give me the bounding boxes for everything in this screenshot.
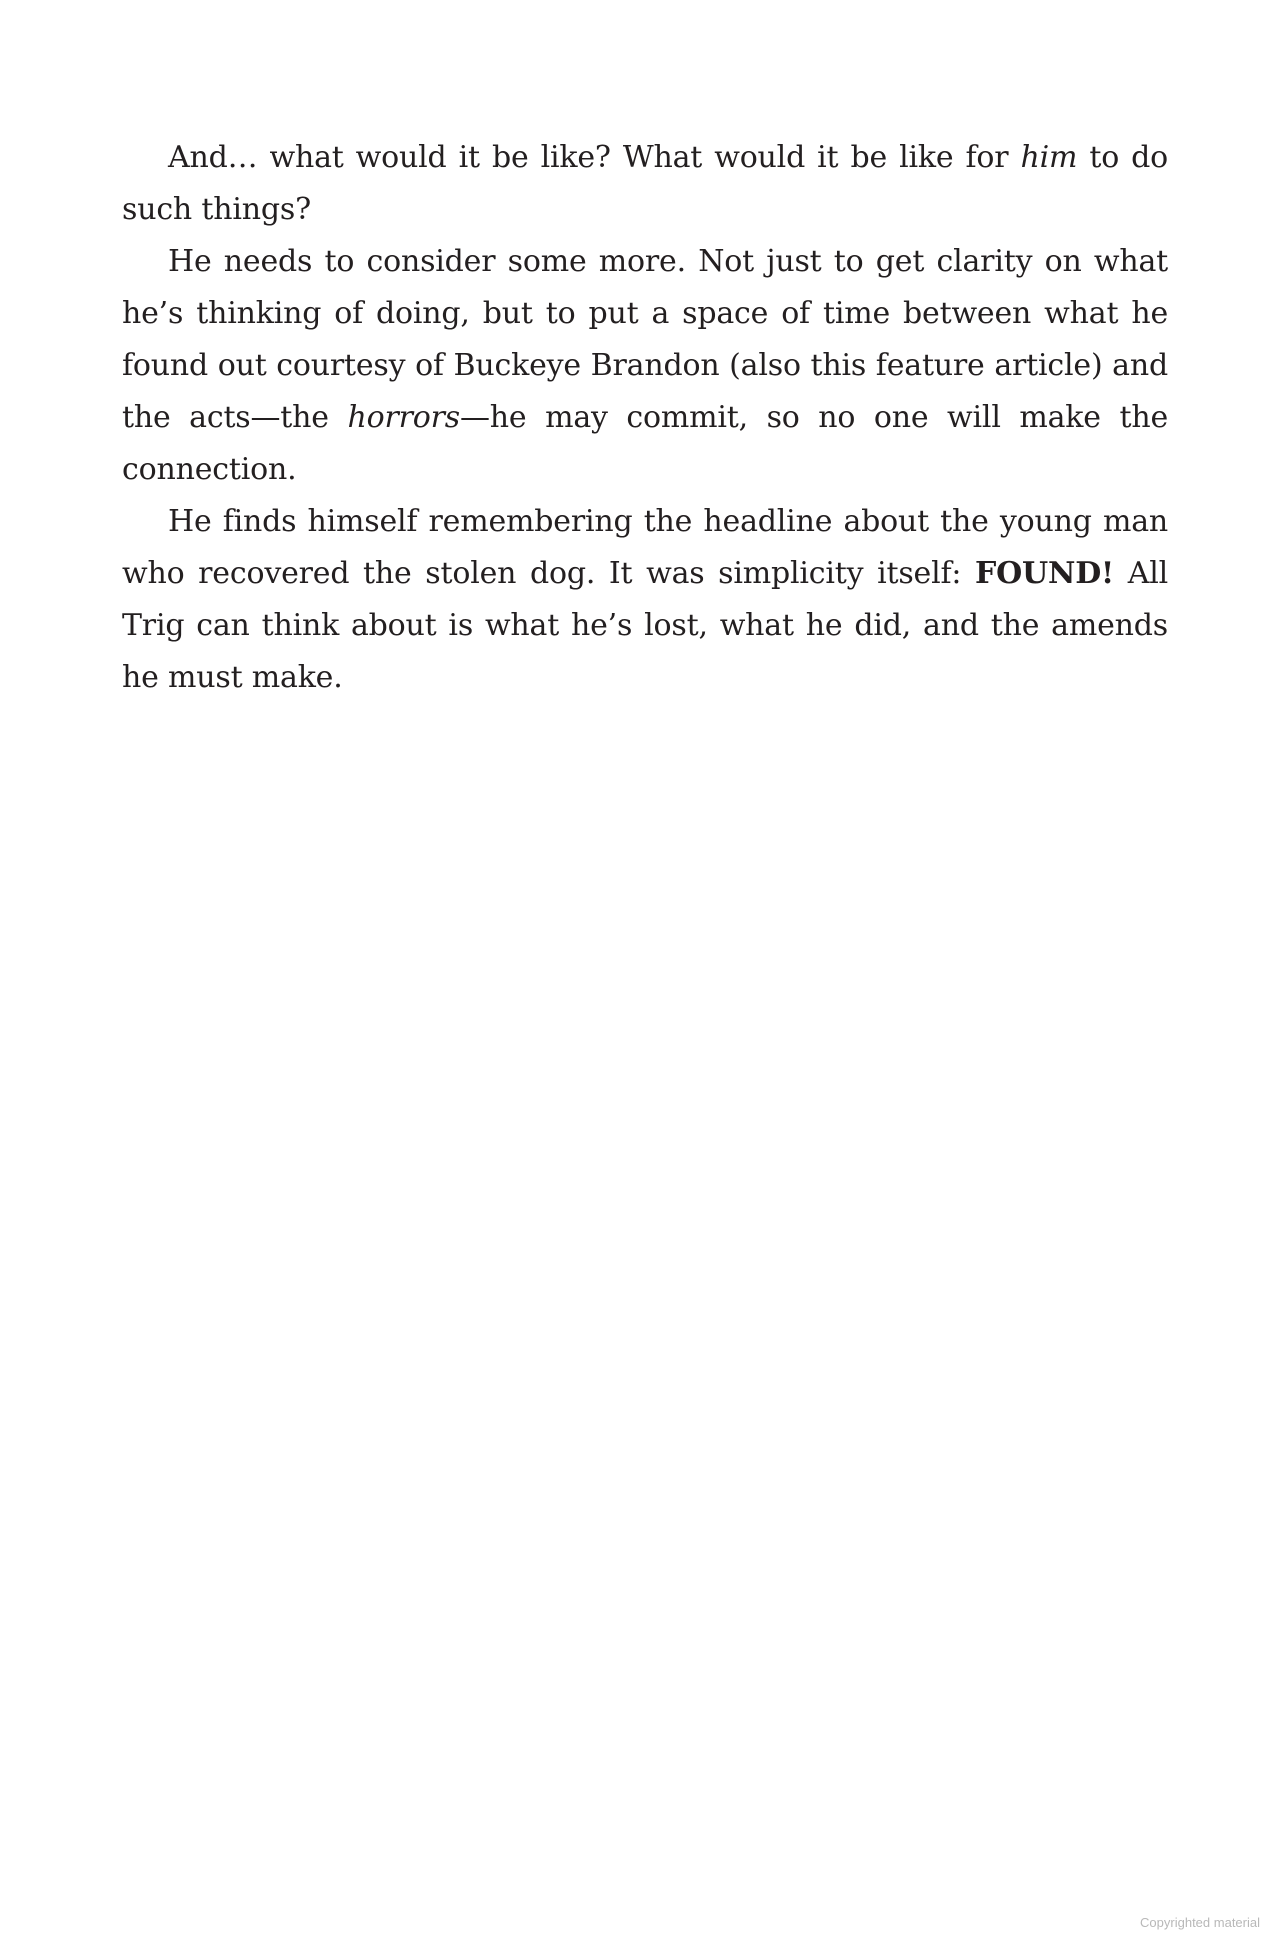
paragraph-2 — [122, 236, 1168, 496]
paragraph-3-text: He finds himself remembering the headline about the young man who recovered the stolen dog. It was simplicity itself: — [122, 504, 1168, 591]
emphasis-him: him — [1020, 140, 1078, 175]
paragraph-1 — [122, 132, 1168, 236]
paragraph-2-text-end: —he may commit, so no one will make the connection. — [122, 400, 1168, 487]
paragraph-3 — [122, 496, 1168, 704]
emphasis-horrors: horrors — [347, 400, 460, 435]
paragraph-1-text: And… what would it be like? What would it be like for — [168, 140, 1021, 175]
headline-found: FOUND! — [975, 556, 1115, 591]
copyright-watermark: Copyrighted material — [1140, 1915, 1260, 1930]
paragraph-1-text-end: to do such things? — [122, 140, 1168, 227]
paragraph-2-text: He needs to consider some more. Not just to get clarity on what he’s thinking of doing, but to put a space of time between what he found out courtesy of Buckeye Brandon (also this feature article) and the acts—the — [122, 244, 1168, 435]
paragraph-3-text-end: All Trig can think about is what he’s lost, what he did, and the amends he must make. — [122, 556, 1168, 695]
body-text — [122, 132, 1168, 704]
